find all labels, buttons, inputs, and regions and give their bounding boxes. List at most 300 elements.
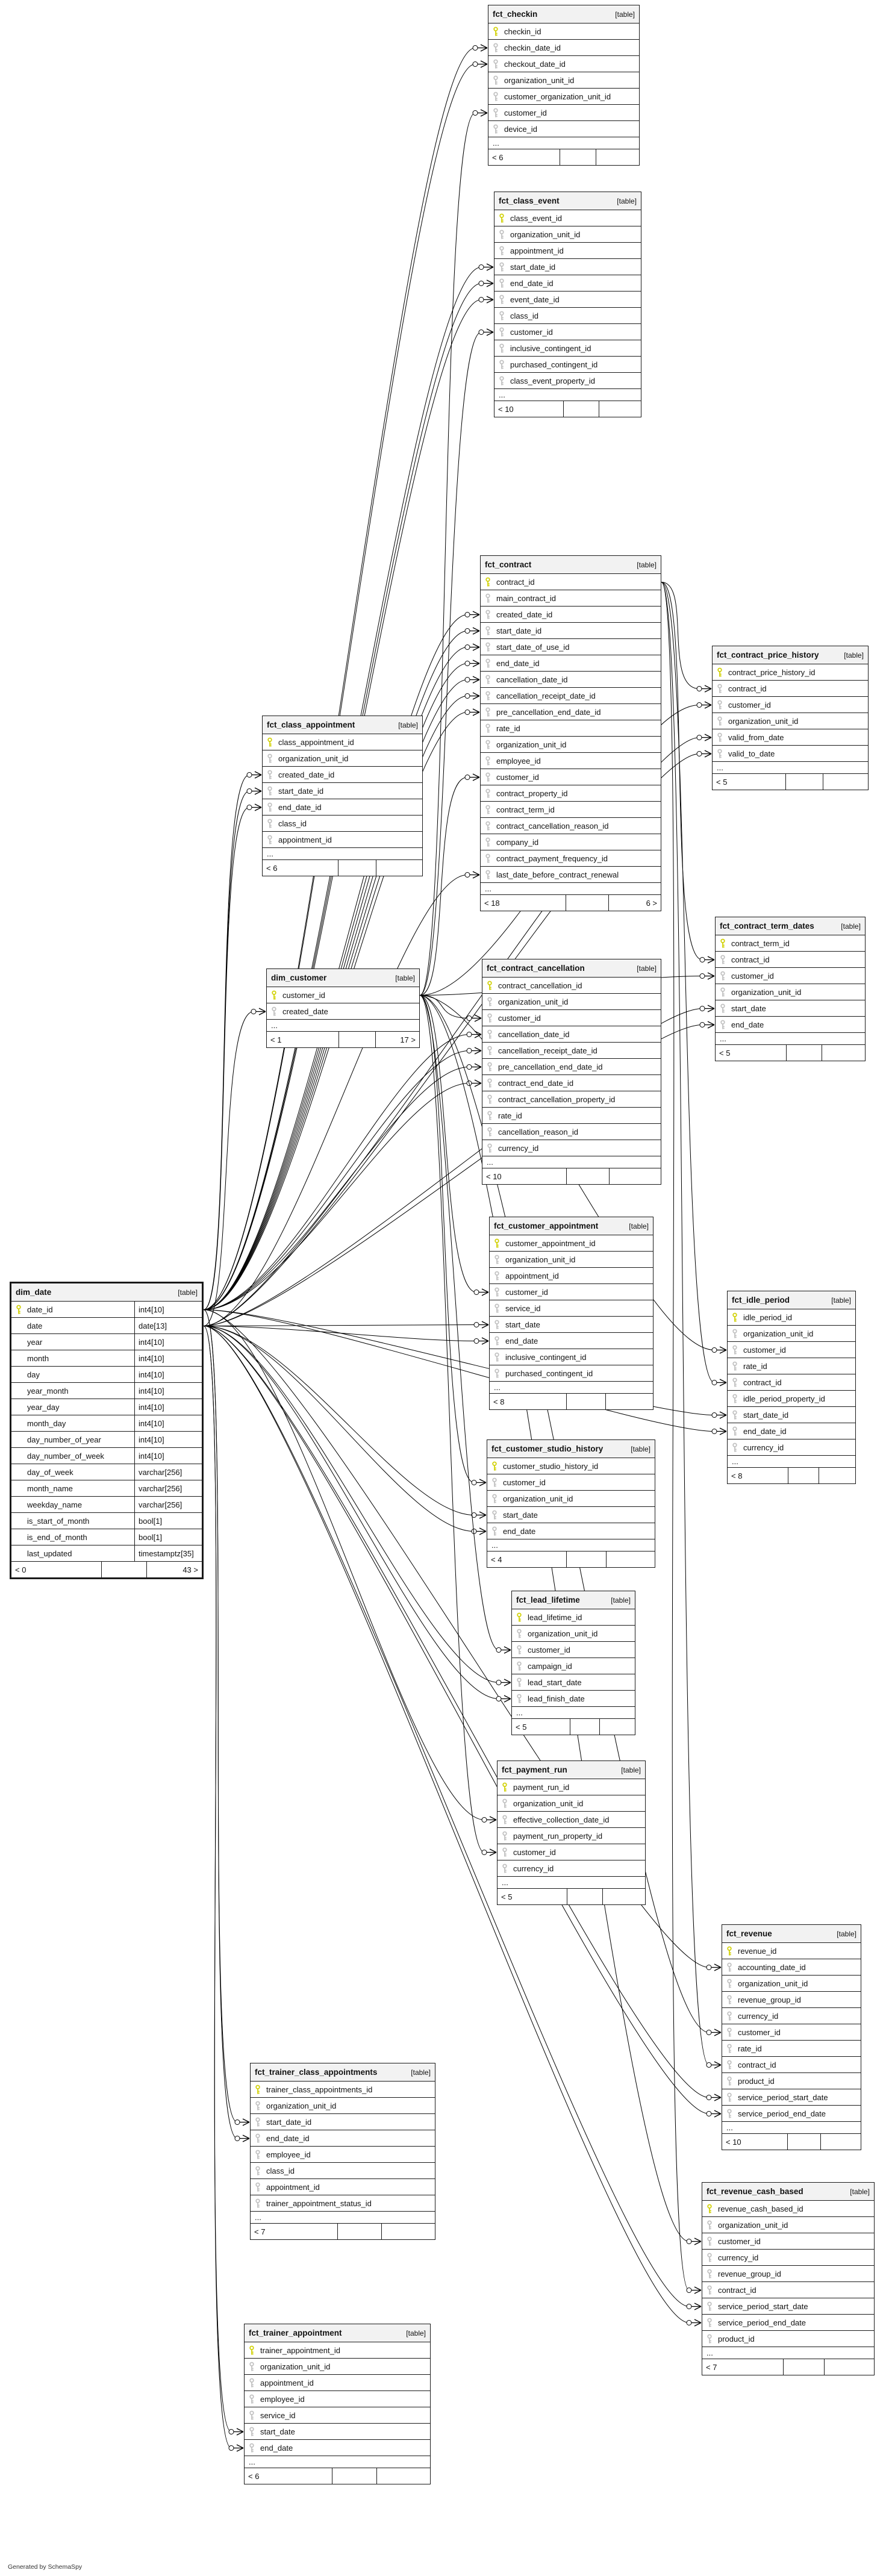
foreign-key-icon — [485, 805, 491, 815]
table-name[interactable]: dim_date — [16, 1288, 52, 1297]
table-fct_idle_period[interactable] — [727, 1291, 856, 1484]
relationship-arrowhead — [252, 804, 261, 811]
relationship-zero-circle — [467, 1016, 472, 1021]
relationship-arrowhead — [252, 788, 261, 794]
column-name: contract_payment_frequency_id — [496, 853, 608, 863]
table-header — [263, 716, 422, 734]
column-name: class_event_id — [510, 213, 562, 223]
column-name: end_date — [505, 1336, 538, 1346]
table-header — [713, 646, 868, 664]
column-name: start_date — [503, 1510, 538, 1520]
table-name[interactable]: fct_class_appointment — [267, 720, 355, 729]
relationship-arrowhead — [711, 2094, 721, 2101]
foreign-key-icon — [485, 853, 491, 864]
parents-count: < 6 — [492, 152, 504, 162]
table-name[interactable]: fct_checkin — [493, 10, 538, 19]
primary-key-icon — [516, 1612, 523, 1623]
relationship-line — [204, 1310, 237, 2122]
table-fct_trainer_appointment[interactable] — [244, 2324, 431, 2484]
column-row — [722, 2024, 861, 2041]
table-type-badge: [table] — [395, 973, 415, 982]
column-name: revenue_id — [738, 1946, 777, 1956]
table-name[interactable]: fct_contract_cancellation — [487, 964, 585, 973]
foreign-key-icon — [499, 262, 505, 272]
foreign-key-icon — [516, 1645, 523, 1655]
foreign-key-icon — [516, 1677, 523, 1688]
relationship-zero-circle — [235, 2120, 240, 2125]
relationship-line — [204, 808, 249, 1310]
hidden-columns-ellipsis: ... — [716, 1033, 865, 1045]
foreign-key-icon — [485, 756, 491, 766]
relationship-line — [661, 582, 709, 2065]
table-fct_revenue[interactable] — [722, 1924, 861, 2150]
table-fct_contract[interactable] — [480, 555, 661, 911]
table-header — [722, 1925, 861, 1943]
foreign-key-icon — [485, 821, 491, 831]
column-name: customer_studio_history_id — [503, 1461, 599, 1471]
column-name: start_date_id — [743, 1410, 789, 1420]
column-name: start_date — [505, 1320, 540, 1329]
column-name: cancellation_reason_id — [498, 1127, 578, 1137]
column-name: end_date — [503, 1526, 536, 1536]
column-row — [728, 1342, 855, 1358]
relationship-line — [204, 1012, 254, 1326]
column-row — [481, 818, 661, 834]
column-name: last_date_before_contract_renewal — [496, 870, 619, 879]
children-count — [599, 401, 641, 417]
relationship-zero-circle — [467, 1065, 472, 1070]
hidden-columns-ellipsis: ... — [498, 1877, 645, 1889]
relationship-arrowhead — [702, 750, 711, 757]
column-name: organization_unit_id — [513, 1798, 584, 1808]
column-row — [512, 1609, 635, 1626]
relationship-zero-circle — [474, 1290, 479, 1295]
column-row — [494, 243, 641, 259]
table-header — [481, 556, 661, 574]
column-row — [494, 259, 641, 275]
children-count — [819, 1468, 856, 1483]
column-name: checkout_date_id — [504, 59, 566, 69]
relationship-zero-circle — [247, 789, 252, 794]
parents-count: < 8 — [493, 1397, 505, 1406]
table-name[interactable]: fct_payment_run — [502, 1765, 567, 1774]
table-header — [716, 917, 865, 935]
table-name[interactable]: fct_trainer_appointment — [249, 2328, 342, 2337]
relationship-zero-circle — [479, 281, 484, 286]
table-header — [494, 192, 641, 210]
table-fct_checkin[interactable] — [488, 5, 640, 166]
column-name: organization_unit_id — [503, 1494, 573, 1503]
column-name: cancellation_receipt_date_id — [498, 1046, 597, 1055]
foreign-key-icon — [491, 1510, 498, 1520]
column-name: contract_end_date_id — [498, 1078, 574, 1088]
relationship-arrowhead — [240, 2135, 249, 2142]
relationship-arrowhead — [234, 2428, 243, 2435]
primary-key-icon — [271, 990, 278, 1000]
column-row — [490, 1333, 653, 1349]
column-name: appointment_id — [510, 246, 564, 255]
hidden-columns-ellipsis: ... — [245, 2456, 430, 2468]
relationship-arrowhead — [472, 1047, 481, 1054]
foreign-key-icon — [487, 997, 493, 1007]
column-row — [713, 729, 868, 746]
table-type-badge: [table] — [850, 2187, 870, 2196]
column-type: int4[10] — [134, 1448, 202, 1464]
column-name: month_name — [27, 1483, 73, 1493]
column-name: purchased_contingent_id — [505, 1368, 593, 1378]
column-row — [482, 1043, 661, 1059]
column-name: end_date_id — [496, 658, 540, 668]
foreign-key-icon — [726, 1962, 733, 1973]
foreign-key-icon — [485, 788, 491, 799]
column-row — [251, 2114, 435, 2130]
column-name: year_month — [27, 1386, 69, 1396]
table-fct_customer_appointment[interactable] — [489, 1217, 653, 1410]
column-name: service_id — [260, 2410, 296, 2420]
relationship-count-footer — [267, 1032, 419, 1047]
column-row — [728, 1439, 855, 1456]
relationship-zero-circle — [482, 1818, 487, 1823]
column-name: customer_id — [505, 1287, 548, 1297]
foreign-key-icon — [720, 971, 726, 981]
relationship-zero-circle — [707, 2095, 711, 2100]
column-name: organization_unit_id — [498, 997, 569, 1006]
column-row — [512, 1626, 635, 1642]
hidden-columns-ellipsis: ... — [702, 2347, 874, 2359]
column-name: organization_unit_id — [528, 1629, 598, 1638]
column-row — [482, 1059, 661, 1075]
table-name[interactable]: fct_customer_studio_history — [491, 1444, 604, 1453]
column-row — [263, 783, 422, 799]
column-row — [728, 1391, 855, 1407]
column-name: customer_id — [743, 1345, 786, 1355]
relationship-arrowhead — [717, 1379, 726, 1386]
table-name[interactable]: fct_lead_lifetime — [516, 1595, 580, 1605]
table-fct_lead_lifetime[interactable] — [511, 1591, 635, 1735]
relationship-count-footer — [11, 1562, 202, 1577]
column-name: valid_to_date — [728, 749, 775, 758]
table-name[interactable]: fct_contract — [485, 560, 532, 569]
foreign-key-icon — [494, 1271, 501, 1281]
table-fct_payment_run[interactable] — [497, 1760, 646, 1905]
foreign-key-icon — [485, 707, 491, 717]
primary-key-icon — [717, 667, 723, 678]
column-name: currency_id — [718, 2253, 759, 2262]
foreign-key-icon — [516, 1694, 523, 1704]
foreign-key-icon — [255, 2182, 261, 2192]
relationship-zero-circle — [465, 678, 470, 682]
foreign-key-icon — [267, 802, 273, 812]
column-name: class_id — [278, 819, 307, 828]
hidden-columns-ellipsis: ... — [251, 2212, 435, 2224]
column-name: contract_id — [496, 577, 535, 587]
foreign-key-icon — [499, 360, 505, 370]
children-count — [824, 2359, 874, 2375]
foreign-key-icon — [502, 1831, 508, 1841]
table-header — [498, 1761, 645, 1779]
hidden-columns-ellipsis: ... — [713, 762, 868, 774]
column-name: payment_run_property_id — [513, 1831, 603, 1841]
column-name: employee_id — [496, 756, 541, 766]
relationship-zero-circle — [465, 775, 470, 780]
relationship-zero-circle — [472, 1480, 476, 1485]
relationship-count-footer — [713, 774, 868, 790]
children-count: 17 > — [375, 1032, 419, 1047]
column-row — [251, 2163, 435, 2179]
table-header — [251, 2063, 435, 2082]
relationship-count-footer — [702, 2359, 874, 2375]
column-name: revenue_group_id — [718, 2269, 781, 2278]
hidden-columns-ellipsis: ... — [512, 1707, 635, 1719]
column-name: effective_collection_date_id — [513, 1815, 610, 1824]
foreign-key-icon — [493, 124, 499, 134]
foreign-key-icon — [485, 642, 491, 652]
table-name[interactable]: fct_revenue_cash_based — [707, 2187, 803, 2196]
column-type: bool[1] — [134, 1513, 202, 1529]
column-type: varchar[256] — [134, 1464, 202, 1480]
column-row — [702, 2266, 874, 2282]
column-row — [494, 226, 641, 243]
column-row — [251, 2179, 435, 2195]
relationship-arrowhead — [470, 628, 479, 634]
relationship-line — [420, 996, 484, 1853]
column-row — [702, 2315, 874, 2331]
column-name: main_contract_id — [496, 593, 556, 603]
column-name: organization_unit_id — [731, 987, 802, 997]
column-name: customer_id — [282, 990, 325, 1000]
column-name: weekday_name — [27, 1500, 83, 1509]
foreign-key-icon — [485, 740, 491, 750]
column-row — [11, 1480, 202, 1497]
table-name[interactable]: fct_contract_price_history — [717, 650, 819, 660]
children-count — [820, 2134, 861, 2150]
parents-count: < 10 — [498, 404, 514, 414]
relationship-line — [420, 996, 474, 1483]
column-name: contract_term_id — [496, 805, 555, 814]
table-fct_class_event[interactable] — [494, 192, 641, 417]
table-type-badge: [table] — [844, 650, 864, 660]
foreign-key-icon — [707, 2220, 713, 2230]
foreign-key-icon — [487, 1094, 493, 1105]
footer-middle-cell — [566, 1552, 607, 1567]
column-name: contract_price_history_id — [728, 667, 816, 677]
table-fct_class_appointment[interactable] — [262, 716, 423, 876]
column-type: bool[1] — [134, 1529, 202, 1545]
relationship-arrowhead — [501, 1695, 511, 1702]
column-name: lead_start_date — [528, 1677, 582, 1687]
relationship-count-footer — [488, 149, 639, 165]
foreign-key-icon — [267, 819, 273, 829]
primary-key-icon — [502, 1782, 508, 1792]
column-name: start_date_of_use_id — [496, 642, 570, 652]
column-name: year — [27, 1337, 43, 1347]
foreign-key-icon — [255, 2101, 261, 2111]
relationship-zero-circle — [496, 1648, 501, 1653]
table-fct_contract_price_history[interactable] — [712, 646, 869, 790]
table-type-badge: [table] — [831, 1296, 851, 1305]
column-name: start_date — [731, 1003, 766, 1013]
column-type: int4[10] — [134, 1367, 202, 1382]
parents-count: < 5 — [716, 777, 728, 787]
foreign-key-icon — [516, 1629, 523, 1639]
relationship-line — [204, 875, 467, 1326]
table-name[interactable]: fct_idle_period — [732, 1296, 790, 1305]
relationship-zero-circle — [235, 2136, 240, 2141]
column-row — [11, 1545, 202, 1562]
foreign-key-icon — [494, 1255, 501, 1265]
table-dim_customer[interactable] — [266, 968, 420, 1048]
column-row — [251, 2195, 435, 2212]
foreign-key-icon — [249, 2362, 255, 2372]
foreign-key-icon — [717, 700, 723, 710]
children-count — [822, 1045, 865, 1061]
foreign-key-icon — [255, 2150, 261, 2160]
column-row — [245, 2375, 430, 2391]
relationship-arrowhead — [470, 644, 479, 650]
table-name[interactable]: fct_customer_appointment — [494, 1221, 599, 1230]
column-name: organization_unit_id — [738, 1979, 808, 1988]
column-row — [482, 994, 661, 1010]
column-name: organization_unit_id — [496, 740, 567, 749]
relationship-zero-circle — [700, 1023, 705, 1028]
column-row — [713, 664, 868, 681]
table-header — [267, 969, 419, 987]
relationship-zero-circle — [473, 111, 478, 116]
relationship-line — [661, 582, 699, 689]
relationship-arrowhead — [470, 709, 479, 716]
foreign-key-icon — [499, 376, 505, 386]
column-row — [716, 1017, 865, 1033]
table-type-badge: [table] — [615, 10, 635, 19]
parents-count: < 5 — [501, 1892, 513, 1901]
relationship-zero-circle — [473, 62, 478, 67]
relationship-line — [420, 113, 475, 996]
column-row — [488, 121, 639, 137]
table-name[interactable]: fct_contract_term_dates — [720, 922, 814, 931]
column-row — [481, 753, 661, 769]
footer-middle-cell — [787, 2134, 820, 2150]
table-dim_date[interactable] — [10, 1282, 204, 1579]
footer-middle-cell — [567, 1889, 602, 1904]
column-row — [251, 2147, 435, 2163]
primary-key-icon — [732, 1312, 738, 1323]
column-row — [482, 978, 661, 994]
column-name: customer_id — [718, 2236, 761, 2246]
table-type-badge: [table] — [841, 922, 861, 931]
table-fct_customer_studio_history[interactable] — [487, 1439, 655, 1568]
column-row — [512, 1674, 635, 1691]
footer-middle-cell — [338, 860, 376, 876]
relationship-zero-circle — [474, 1323, 479, 1327]
table-fct_contract_term_dates[interactable] — [715, 917, 866, 1061]
foreign-key-icon — [494, 1287, 501, 1297]
column-name: organization_unit_id — [504, 75, 575, 85]
children-count — [602, 1889, 645, 1904]
hidden-columns-ellipsis: ... — [482, 1156, 661, 1168]
column-row — [498, 1844, 645, 1860]
relationship-arrowhead — [711, 2110, 721, 2117]
relationship-arrowhead — [470, 693, 479, 699]
relationship-zero-circle — [687, 2321, 691, 2325]
table-fct_trainer_class_appointments[interactable] — [250, 2063, 435, 2240]
table-type-badge: [table] — [617, 196, 637, 205]
table-fct_contract_cancellation[interactable] — [482, 959, 661, 1185]
column-row — [498, 1795, 645, 1812]
column-row — [481, 590, 661, 607]
relationship-line — [204, 1084, 469, 1310]
footer-middle-cell — [788, 1468, 819, 1483]
foreign-key-icon — [494, 1336, 501, 1346]
column-row — [481, 574, 661, 590]
table-name[interactable]: fct_trainer_class_appointments — [255, 2068, 378, 2077]
column-row — [245, 2407, 430, 2424]
column-row — [488, 40, 639, 56]
foreign-key-icon — [499, 295, 505, 305]
table-name[interactable]: fct_class_event — [499, 196, 560, 205]
relationship-zero-circle — [700, 1006, 705, 1011]
column-name: inclusive_contingent_id — [505, 1352, 587, 1362]
column-name: campaign_id — [528, 1661, 572, 1671]
foreign-key-icon — [502, 1863, 508, 1874]
column-name: day_number_of_year — [27, 1435, 101, 1444]
foreign-key-icon — [255, 2198, 261, 2209]
column-name: employee_id — [260, 2394, 305, 2404]
relationship-arrowhead — [691, 2238, 701, 2245]
table-name[interactable]: fct_revenue — [726, 1929, 772, 1938]
foreign-key-icon — [493, 43, 499, 53]
column-row — [713, 697, 868, 713]
column-row — [482, 1140, 661, 1156]
relationship-zero-circle — [479, 298, 484, 302]
relationship-line — [420, 996, 476, 1293]
relationship-line — [661, 582, 702, 960]
column-row — [512, 1691, 635, 1707]
relationship-zero-circle — [496, 1680, 501, 1685]
relationship-count-footer — [481, 895, 661, 911]
relationship-zero-circle — [465, 613, 470, 617]
column-row — [267, 987, 419, 1003]
foreign-key-icon — [707, 2285, 713, 2295]
foreign-key-icon — [494, 1320, 501, 1330]
column-name: created_date — [282, 1006, 328, 1016]
column-name: start_date_id — [496, 626, 542, 635]
foreign-key-icon — [267, 786, 273, 796]
foreign-key-icon — [493, 59, 499, 69]
column-name: checkin_date_id — [504, 43, 561, 52]
foreign-key-icon — [732, 1361, 738, 1371]
column-name: currency_id — [743, 1442, 784, 1452]
table-type-badge: [table] — [631, 1444, 650, 1453]
column-name: idle_period_property_id — [743, 1394, 825, 1403]
relationship-arrowhead — [691, 2287, 701, 2294]
relationship-zero-circle — [467, 1032, 472, 1037]
primary-key-icon — [726, 1946, 733, 1956]
relationship-zero-circle — [467, 1049, 472, 1053]
foreign-key-icon — [487, 1111, 493, 1121]
relationship-arrowhead — [711, 2029, 721, 2036]
foreign-key-icon — [485, 772, 491, 782]
column-row — [702, 2233, 874, 2250]
relationship-arrowhead — [717, 1428, 726, 1435]
relationship-zero-circle — [482, 1850, 487, 1855]
foreign-key-icon — [720, 1020, 726, 1030]
column-name: appointment_id — [505, 1271, 559, 1280]
table-fct_revenue_cash_based[interactable] — [702, 2182, 875, 2375]
table-name[interactable]: dim_customer — [271, 973, 327, 982]
column-row — [245, 2391, 430, 2407]
column-name: customer_id — [728, 700, 771, 709]
column-row — [494, 357, 641, 373]
